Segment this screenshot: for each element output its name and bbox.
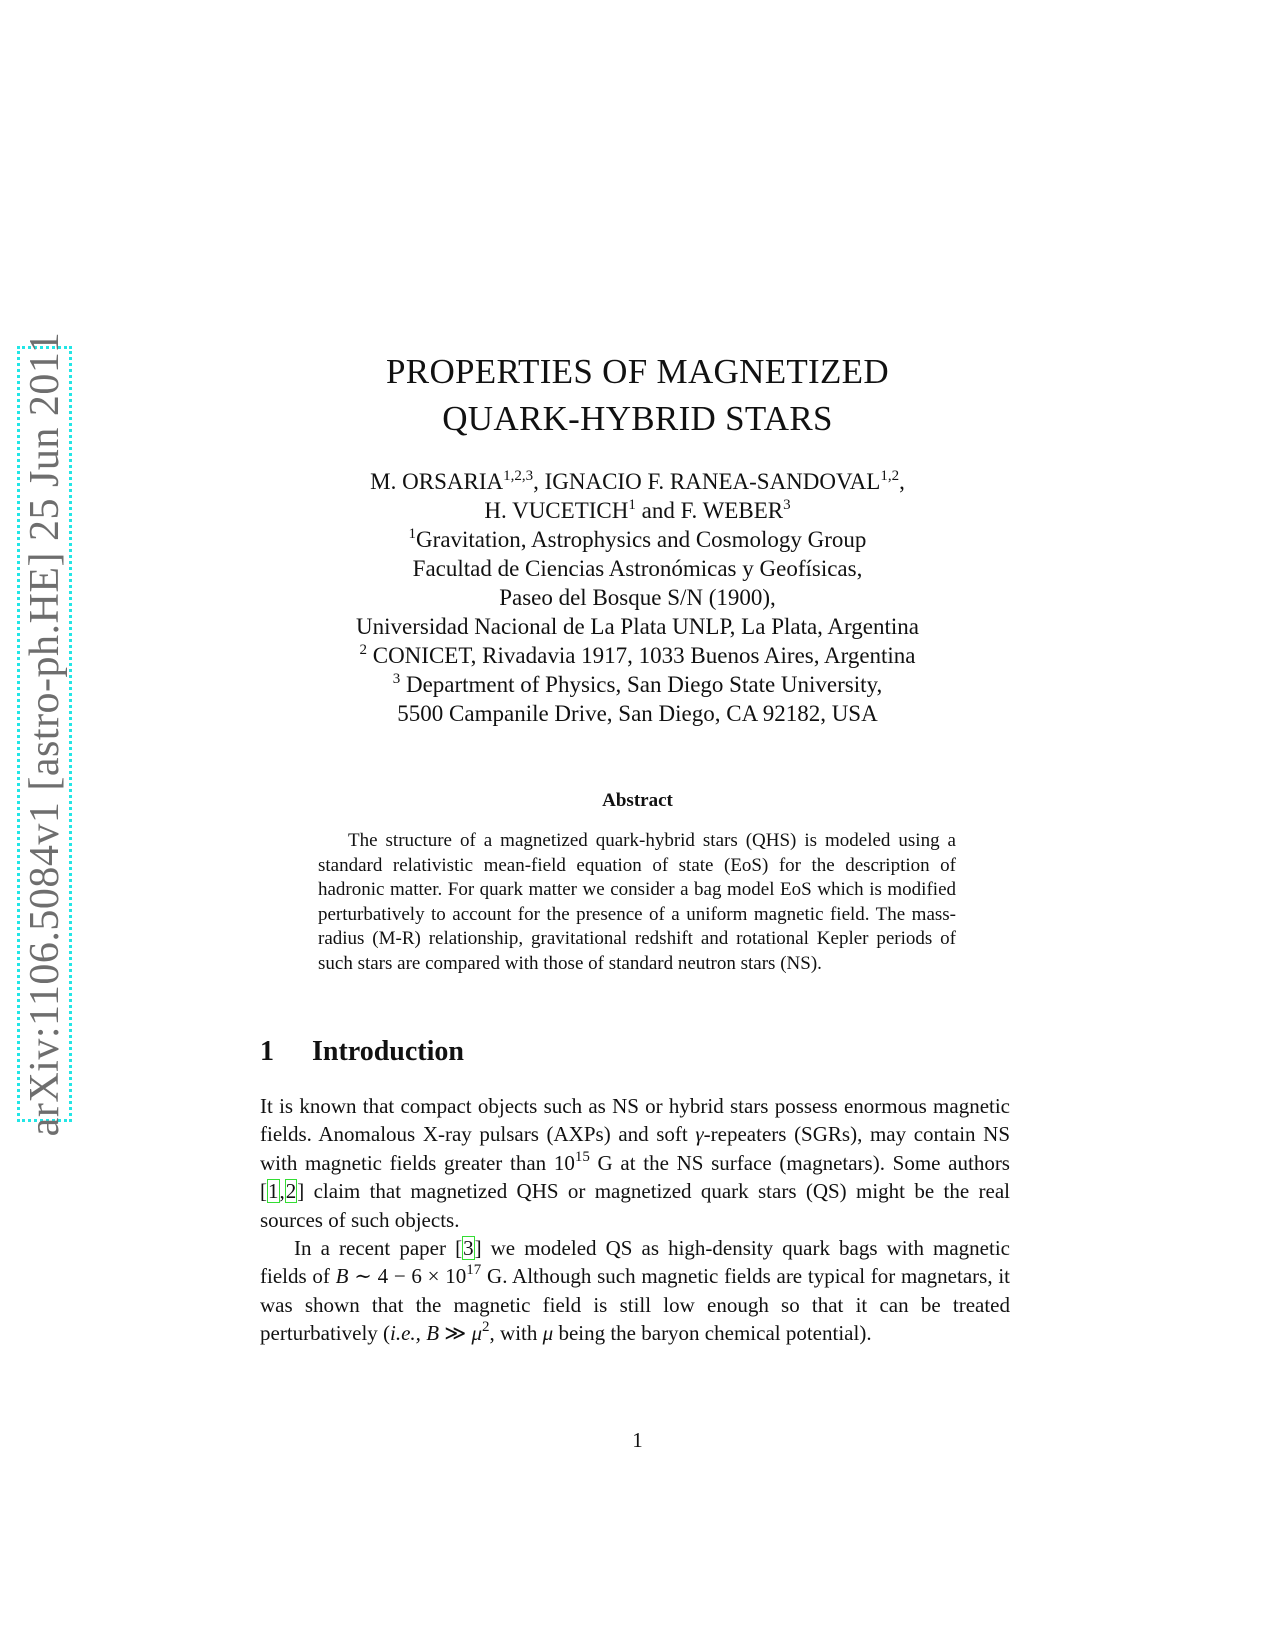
text-run: In a recent paper bbox=[294, 1236, 456, 1261]
author-line-1 bbox=[0, 467, 1275, 496]
citation-link[interactable]: 3 bbox=[463, 1236, 474, 1261]
arxiv-identifier-text: arXiv:1106.5084v1 [astro-ph.HE] 25 Jun 2011 bbox=[21, 331, 68, 1137]
text-run: -repeaters (SGRs), may contain NS with magnetic fields greater than 10 bbox=[260, 1122, 1011, 1175]
affiliation-marker: 1,2 bbox=[880, 468, 900, 484]
abstract-body bbox=[318, 829, 956, 976]
separator: , bbox=[279, 1179, 285, 1204]
text-run: ∼ 4 − 6 × 10 bbox=[348, 1264, 467, 1289]
text-run: being the baryon chemical potential). bbox=[553, 1321, 872, 1346]
affiliation-marker: 1,2,3 bbox=[503, 468, 534, 484]
title-line-1: PROPERTIES OF MAGNETIZED bbox=[386, 352, 889, 391]
author-name: and F. WEBER bbox=[635, 498, 784, 523]
paragraph: It is known that compact objects such as NS or hybrid stars possess enormous magnetic fields. Anomalous X-ray pulsars (AXPs) and soft γ-repeaters (SGRs), may contain NS with magnetic fields greater than $10^{15}$ G at the NS surface (magnetars). Some authors [1,2] claim that magnetized QHS or magnetized quark stars (QS) might be the real sources of such objects. bbox=[260, 1094, 1011, 1232]
abstract-heading: Abstract bbox=[602, 790, 673, 811]
affiliation-text: CONICET, Rivadavia 1917, 1033 Buenos Aires, Argentina bbox=[366, 643, 916, 668]
body-text bbox=[260, 1092, 1010, 1348]
affiliation-marker: 1 bbox=[408, 526, 417, 542]
math-symbol: μ bbox=[542, 1321, 554, 1346]
text-run: claim that magnetized QHS or magnetized quark stars (QS) might be the real sources of such objects. bbox=[260, 1179, 1010, 1232]
affiliation-text: Department of Physics, San Diego State University, bbox=[400, 672, 883, 697]
text-run: , with bbox=[489, 1321, 543, 1346]
math-exponent: 15 bbox=[574, 1148, 590, 1165]
title-line-2: QUARK-HYBRID STARS bbox=[442, 399, 833, 438]
author-name: H. VUCETICH bbox=[484, 498, 629, 523]
math-symbol: B bbox=[335, 1264, 349, 1289]
section-number: 1 bbox=[260, 1036, 274, 1067]
affiliation-marker: 2 bbox=[359, 642, 367, 658]
paragraph: In a recent paper [3] we modeled QS as high-density quark bags with magnetic fields of B ∼ $4 - 6 \times 10^{17}$ G. Although such magnetic fields are typical for magnetars, it was shown that the magnetic field is still low enough so that it can be treated perturbatively (i.e., B ≫ $\mu^2$, with μ being the baryon chemical potential). bbox=[260, 1236, 1010, 1346]
section-heading bbox=[260, 1036, 464, 1068]
math-exponent: 2 bbox=[482, 1319, 490, 1336]
author-name: , IGNACIO F. RANEA-SANDOVAL bbox=[533, 469, 881, 494]
affiliation-line bbox=[0, 525, 1275, 554]
affiliation-line: Paseo del Bosque S/N (1900), bbox=[499, 585, 776, 610]
text-run: It is known that compact objects such as NS or hybrid stars possess enormous magnetic fields. Anomalous X-ray pulsars (AXPs) and soft bbox=[260, 1094, 1010, 1147]
author-line-2 bbox=[0, 496, 1275, 525]
section-title: Introduction bbox=[312, 1036, 464, 1067]
affiliation-marker: 1 bbox=[628, 497, 636, 513]
citation-link[interactable]: 1 bbox=[268, 1179, 279, 1204]
abstract-text: The structure of a magnetized quark-hybrid stars (QHS) is modeled using a standard relativistic mean-field equation of state (EoS) for the description of hadronic matter. For quark matter we consider a bag model EoS which is modified perturbatively to account for the presence of a uniform magnetic field. The mass-radius (M-R) relationship, gravitational redshift and rotational Kepler periods of such stars are compared with those of standard neutron stars (NS). bbox=[318, 830, 956, 974]
author-block bbox=[0, 467, 1275, 728]
text-run: ≫ bbox=[439, 1321, 472, 1346]
text-run: we modeled QS as high-density quark bags with magnetic fields of bbox=[260, 1236, 1010, 1289]
math-symbol: B bbox=[426, 1321, 440, 1346]
paper-title bbox=[0, 348, 1275, 442]
text-run: G at the NS surface (magnetars). Some authors bbox=[589, 1150, 1010, 1175]
citation-link[interactable]: 2 bbox=[285, 1179, 297, 1204]
arxiv-identifier-stamp[interactable] bbox=[17, 331, 72, 1137]
math-exponent: 17 bbox=[466, 1262, 482, 1279]
math-symbol: γ bbox=[695, 1122, 704, 1147]
affiliation-line: 5500 Campanile Drive, San Diego, CA 92182, USA bbox=[397, 701, 878, 726]
text-run: G. Although such magnetic fields are typical for magnetars, it was shown that the magnetic field is still low enough so that it can be treated perturbatively ( bbox=[260, 1264, 1010, 1346]
affiliation-line: Universidad Nacional de La Plata UNLP, La Plata, Argentina bbox=[356, 614, 919, 639]
affiliation-line bbox=[0, 641, 1275, 670]
author-name: M. ORSARIA bbox=[370, 469, 504, 494]
italic-text: i.e., bbox=[390, 1321, 421, 1346]
page-number: 1 bbox=[632, 1428, 643, 1452]
affiliation-marker: 3 bbox=[783, 497, 791, 513]
math-symbol: μ bbox=[471, 1321, 483, 1346]
separator: , bbox=[899, 469, 905, 494]
affiliation-marker: 3 bbox=[392, 671, 401, 687]
affiliation-line: Facultad de Ciencias Astronómicas y Geofísicas, bbox=[412, 556, 863, 581]
affiliation-line bbox=[0, 670, 1275, 699]
affiliation-text: Gravitation, Astrophysics and Cosmology Group bbox=[416, 527, 867, 552]
